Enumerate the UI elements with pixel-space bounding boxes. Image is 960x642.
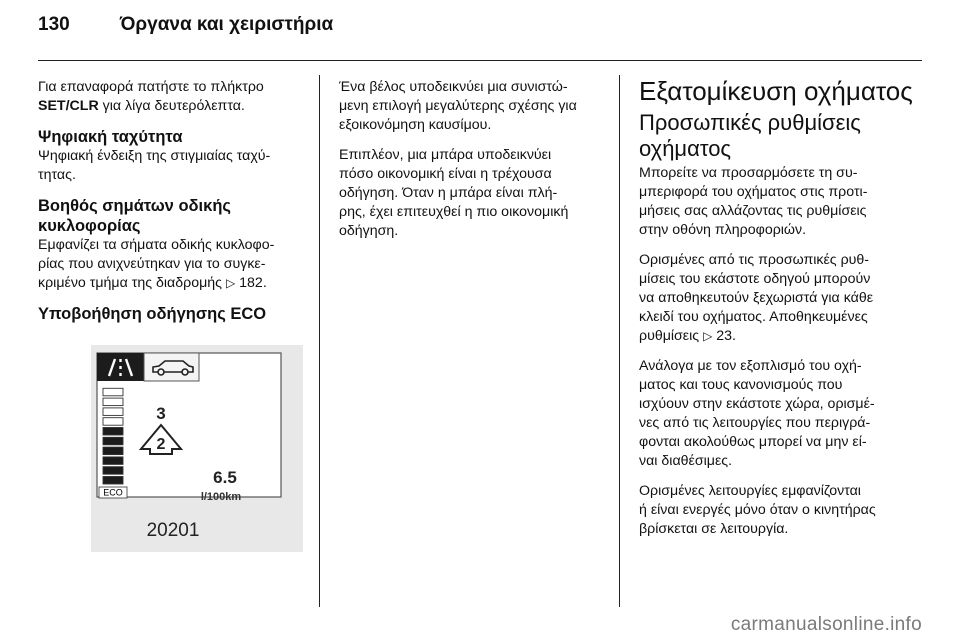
eco-label: ECO — [103, 487, 123, 498]
page-ref-arrow-icon: ▷ — [225, 276, 236, 290]
speed-text: Ψηφιακή ένδειξη της στιγμιαίας ταχύ- τητας. — [38, 148, 271, 183]
page-ref-link[interactable]: 182. — [239, 275, 267, 291]
page-title: Όργανα και χειριστήρια — [119, 14, 334, 35]
figure-id: 20201 — [146, 520, 200, 541]
personalization-intro: Μπορείτε να προσαρμόσετε τη συ- μπεριφορά του οχήματος στις προτι- μήσεις σας αλλάζοντας τις ρυθμίσεις στην οθόνη πληροφοριών. — [639, 165, 868, 238]
key-settings-text: Ορισμένες από τις προσωπικές ρυθ- μίσεις του εκάστοτε οδηγού μπορούν να αποθηκευτούν ξεχωριστά για κάθε κλειδί του οχήματος. Αποθηκευμένες ρυθμίσεις ▷ 23. — [639, 252, 874, 344]
page-ref-arrow-icon: ▷ — [703, 329, 713, 343]
header-divider — [38, 60, 922, 61]
eco-bar-segment — [103, 437, 123, 445]
eco-display-figure — [91, 345, 303, 552]
section-title: Εξατομίκευση οχήματος — [639, 76, 913, 106]
column-3 — [639, 76, 924, 550]
arrow-explanation: Ένα βέλος υποδεικνύει μια συνιστώ- μενη επιλογή μεγαλύτερης σχέσης για εξοικονόμηση καυσίμου. — [339, 79, 577, 133]
eco-bar-segment — [103, 467, 123, 475]
set-clr-key: SET/CLR — [38, 98, 99, 114]
eco-bar-segment — [103, 388, 123, 396]
column-divider-2 — [619, 75, 620, 607]
eco-bar-segment — [103, 447, 123, 455]
engine-note: Ορισμένες λειτουργίες εμφανίζονται ή είναι ενεργές μόνο όταν ο κινητήρας βρίσκεται σε λειτουργία. — [639, 483, 876, 537]
eco-bar-segment — [103, 418, 123, 426]
eco-heading: Υποβοήθηση οδήγησης ECO — [38, 305, 267, 323]
reset-instructions: Για επαναφορά πατήστε το πλήκτρο SET/CLR για λίγα δευτερόλεπτα. — [38, 79, 264, 114]
eco-bar-segment — [103, 408, 123, 416]
page-ref-link[interactable]: 23. — [716, 328, 736, 344]
column-2 — [339, 78, 611, 252]
column-divider-1 — [319, 75, 320, 607]
column-1 — [38, 78, 310, 324]
watermark: carmanualsonline.info — [730, 614, 922, 635]
eco-bar-segment — [103, 428, 123, 436]
recommended-gear: 2 — [156, 436, 166, 453]
bar-explanation: Επιπλέον, μια μπάρα υποδεικνύει πόσο οικονομική είναι η τρέχουσα οδήγηση. Όταν η μπάρα είναι πλή- ρης, έχει επιτευχθεί η πιο οικονομική οδήγηση. — [339, 147, 569, 239]
eco-bar-segment — [103, 457, 123, 465]
eco-bar-segment — [103, 398, 123, 406]
signs-heading: Βοηθός σημάτων οδικής κυκλοφορίας — [38, 197, 231, 235]
page-header — [38, 14, 333, 50]
current-gear: 3 — [156, 404, 166, 423]
consumption-unit: l/100km — [200, 491, 242, 503]
eco-display-illustration — [91, 345, 303, 552]
page-number: 130 — [38, 14, 70, 35]
eco-bar-segment — [103, 477, 123, 485]
equipment-note: Ανάλογα με τον εξοπλισμό του οχή- ματος και τους κανονισμούς που ισχύουν στην εκάστοτε χώρα, ορισμέ- νες από τις λειτουργίες που περιγρά- φονται ακολούθως μπορεί να μην εί- ναι διαθέσιμες. — [639, 358, 875, 469]
signs-text: Εμφανίζει τα σήματα οδικής κυκλοφο- ρίας που ανιχνεύτηκαν για το συγκε- κριμένο τμήμα της διαδρομής ▷ 182. — [38, 237, 275, 291]
speed-heading: Ψηφιακή ταχύτητα — [38, 128, 183, 146]
consumption-value: 6.5 — [213, 468, 237, 487]
section-subtitle: Προσωπικές ρυθμίσεις οχήματος — [639, 110, 861, 161]
